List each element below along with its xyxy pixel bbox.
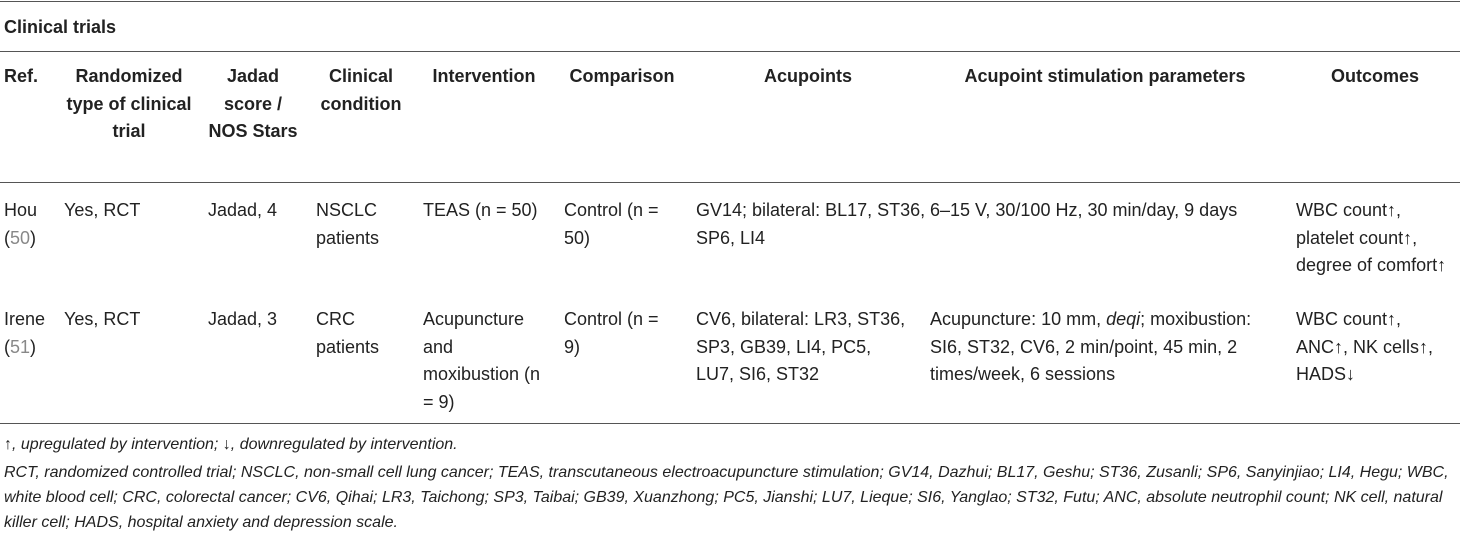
row-randomized: Yes, RCT [64,309,141,329]
title-rule [0,51,1460,52]
row-acupoints: CV6, bilateral: LR3, ST36, SP3, GB39, LI4, PC5, LU7, SI6, ST32 [696,309,906,384]
header-comparison: Comparison [569,66,675,86]
row-randomized: Yes, RCT [64,200,141,220]
row-jadad: Jadad, 3 [208,309,278,329]
header-parameters: Acupoint stimulation parameters [964,66,1246,86]
header-rule [0,182,1460,183]
row-comparison: Control (n = 9) [564,309,659,357]
row-ref: Hou (50) [4,200,38,248]
row-outcomes: WBC count↑, ANC↑, NK cells↑, HADS↓ [1296,309,1434,384]
footnote-abbreviations: RCT, randomized controlled trial; NSCLC, non-small cell lung cancer; TEAS, transcutaneous electroacupuncture stimulation; GV14, Dazhui; BL17, Geshu; ST36, Zusanli; SP6, Sanyinjiao; LI4, Hegu; WBC, white blood cell; CRC, colorectal cancer; CV6, Qihai; LR3, Taichong; SP3, Taibai; GB39, Xuanzhong; PC5, Jianshi; LU7, Lieque; SI6, Yanglao; ST32, Futu; ANC, absolute neutrophil count; NK cell, natural killer cell; HADS, hospital anxiety and depression scale. [4,464,1449,531]
row-condition: CRC patients [316,309,380,357]
row-condition: NSCLC patients [316,200,380,248]
row-comparison: Control (n = 50) [564,200,659,248]
ref-author: Hou [4,200,38,220]
row-acupoints: GV14; bilateral: BL17, ST36, SP6, LI4 [696,200,926,248]
parameters-deqi: deqi [1106,309,1141,329]
parameters-text: ; moxibustion: SI6, ST32, CV6, 2 min/point, 45 min, 2 times/week, 6 sessions [930,309,1252,384]
row-intervention: TEAS (n = 50) [423,200,538,220]
row-intervention: Acupuncture and moxibustion (n = 9) [423,309,541,412]
header-condition: Clinical condition [320,66,402,114]
row-parameters [930,306,1282,389]
header-outcomes: Outcomes [1330,66,1420,86]
footnote-symbols: ↑, upregulated by intervention; ↓, downregulated by intervention. [4,436,458,453]
header-intervention: Intervention [432,66,536,86]
row-jadad: Jadad, 4 [208,200,278,220]
ref-link[interactable]: 50 [10,227,31,248]
row-parameters: 6–15 V, 30/100 Hz, 30 min/day, 9 days [930,200,1238,220]
row-outcomes: WBC count↑, platelet count↑, degree of comfort↑ [1296,200,1447,275]
ref-link[interactable]: 51 [10,336,31,357]
table-title: Clinical trials [4,17,117,37]
parameters-text: Acupuncture: 10 mm, [930,309,1107,329]
header-ref: Ref. [4,66,39,86]
header-jadad: Jadad score / NOS Stars [208,66,298,141]
header-acupoints: Acupoints [764,66,852,86]
row-ref: Irene (51) [4,309,46,357]
top-rule [0,1,1460,2]
ref-author: Irene [4,309,46,329]
header-randomized: Randomized type of clinical trial [66,66,192,141]
bottom-rule [0,423,1460,424]
